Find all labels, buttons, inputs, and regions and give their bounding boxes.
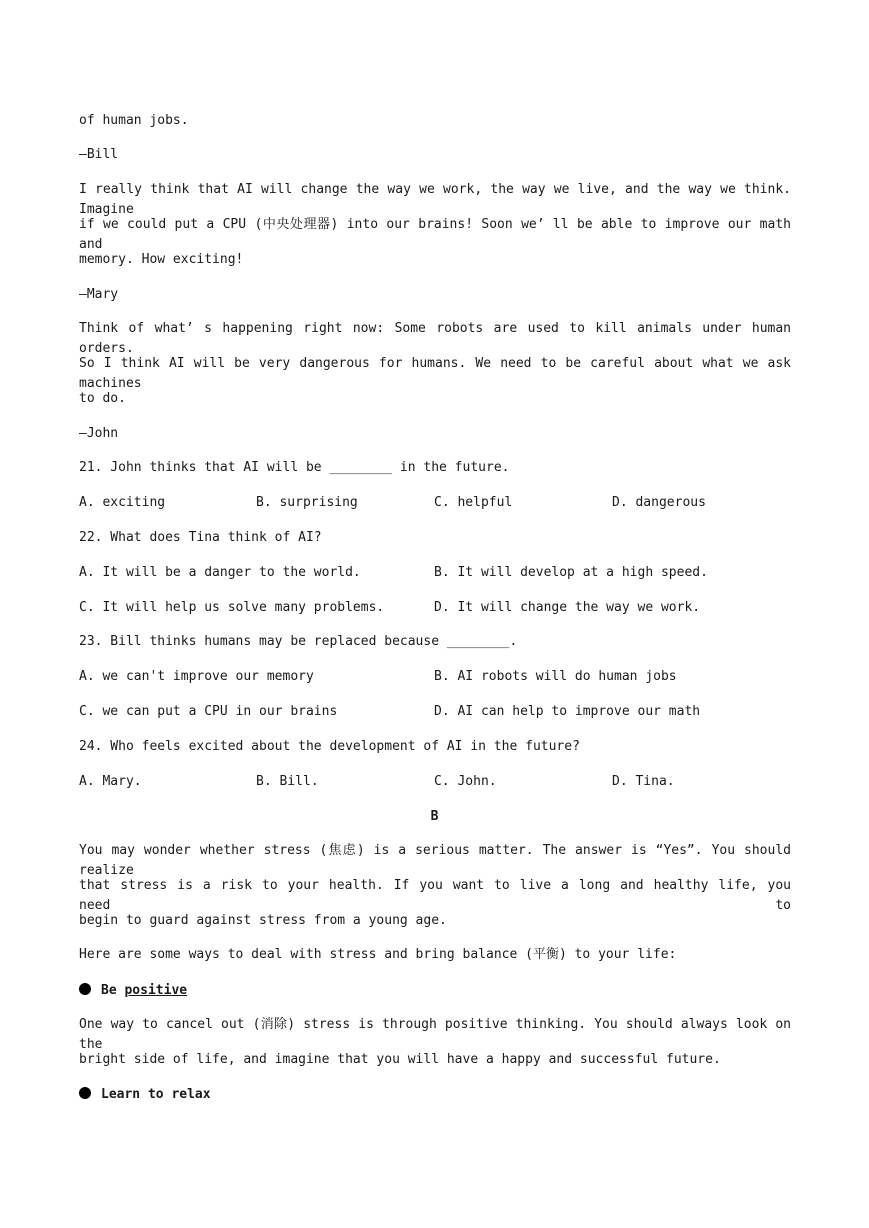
mary-passage-line: memory. How exciting!: [79, 252, 244, 267]
question-stem: 22. What does Tina think of AI?: [79, 530, 322, 545]
john-passage-line: So I think AI will be very dangerous for humans. We need to be careful about what we ask machines: [79, 356, 791, 391]
answer-option: A. It will be a danger to the world.: [79, 565, 361, 580]
ways-intro-line: Here are some ways to deal with stress and bring balance (平衡) to your life:: [79, 947, 677, 962]
tip-body-line: bright side of life, and imagine that you will have a happy and successful future.: [79, 1052, 721, 1067]
john-passage-line: Think of what’ s happening right now: Some robots are used to kill animals under human orders.: [79, 321, 791, 356]
answer-option: B. It will develop at a high speed.: [434, 565, 708, 580]
answer-option: D. dangerous: [612, 495, 706, 510]
answer-option: C. we can put a CPU in our brains: [79, 704, 338, 719]
tip-heading-be-positive: [79, 981, 791, 1001]
question-stem: 23. Bill thinks humans may be replaced because ________.: [79, 634, 518, 649]
answer-option: D. It will change the way we work.: [434, 600, 701, 615]
answer-option: A. Mary.: [79, 774, 142, 789]
section-heading: B: [430, 809, 439, 824]
tip-title: Learn to relax: [101, 1087, 211, 1102]
mary-passage-line: I really think that AI will change the way we work, the way we live, and the way we think. Imagine: [79, 182, 791, 217]
answer-option: C. It will help us solve many problems.: [79, 600, 385, 615]
bullet-icon: [79, 983, 91, 995]
answer-option: A. we can't improve our memory: [79, 669, 314, 684]
tip-body-line: One way to cancel out (消除) stress is through positive thinking. You should always look on the: [79, 1017, 791, 1052]
answer-option: D. AI can help to improve our math: [434, 704, 701, 719]
answer-option: B. surprising: [256, 495, 358, 510]
bill-signature: —Bill: [79, 147, 119, 162]
tip-heading-learn-to-relax: [79, 1085, 791, 1105]
tip-underlined-word: positive: [124, 983, 188, 998]
answer-option: C. John.: [434, 774, 497, 789]
mary-signature: —Mary: [79, 287, 119, 302]
question-stem: 24. Who feels excited about the development of AI in the future?: [79, 739, 580, 754]
question-stem: 21. John thinks that AI will be ________ in the future.: [79, 460, 510, 475]
bill-passage-tail: of human jobs.: [79, 113, 189, 128]
intro-line: that stress is a risk to your health. If you want to live a long and healthy life, you need to: [79, 878, 791, 913]
john-passage-line: to do.: [79, 391, 126, 406]
tip-prefix: Be: [101, 983, 117, 998]
bullet-icon: [79, 1087, 91, 1099]
answer-option: D. Tina.: [612, 774, 675, 789]
intro-line: begin to guard against stress from a young age.: [79, 913, 447, 928]
answer-option: B. AI robots will do human jobs: [434, 669, 677, 684]
answer-option: A. exciting: [79, 495, 166, 510]
answer-option: C. helpful: [434, 495, 513, 510]
john-signature: —John: [79, 426, 119, 441]
intro-line: You may wonder whether stress (焦虑) is a serious matter. The answer is “Yes”. You should realize: [79, 843, 791, 878]
mary-passage-line: if we could put a CPU (中央处理器) into our brains! Soon we’ ll be able to improve our math and: [79, 217, 791, 252]
answer-option: B. Bill.: [256, 774, 319, 789]
